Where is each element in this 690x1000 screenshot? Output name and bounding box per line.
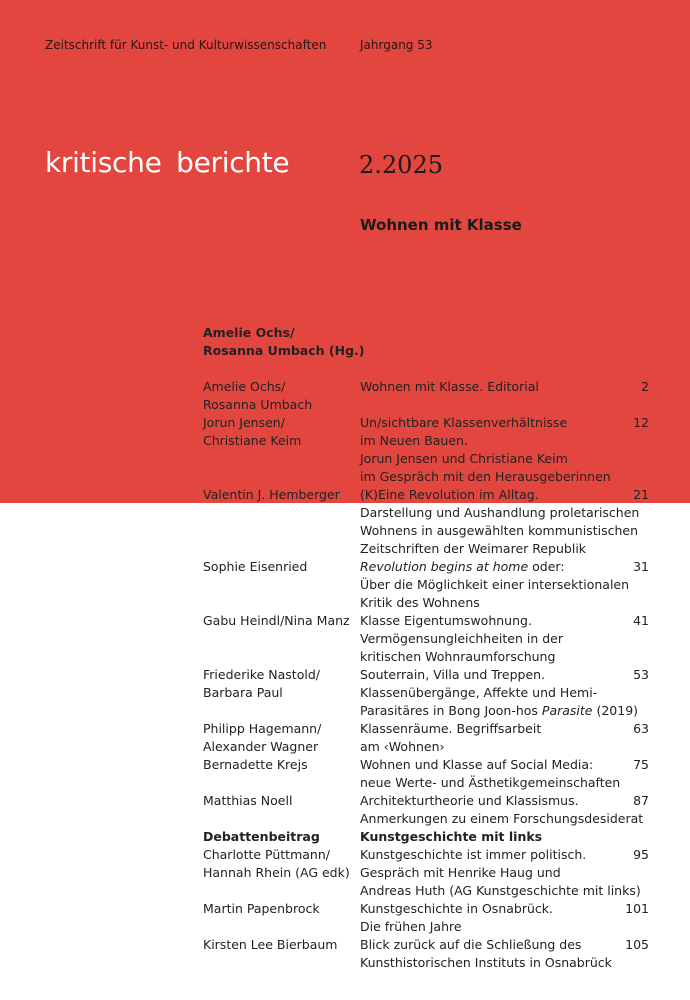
- toc-title: neue Werte- und Ästhetikgemeinschaften: [360, 775, 621, 790]
- toc-page: 21: [633, 487, 649, 502]
- toc-title: Zeitschriften der Weimarer Republik: [360, 541, 587, 556]
- toc-page: 2: [641, 379, 649, 394]
- toc-author: Alexander Wagner: [203, 739, 319, 754]
- toc-author: Christiane Keim: [203, 433, 302, 448]
- toc-author: Jorun Jensen/: [203, 415, 285, 430]
- toc-title-post: (2019): [592, 703, 639, 718]
- toc-page: 101: [625, 901, 649, 916]
- issue-theme: Wohnen mit Klasse: [360, 216, 522, 234]
- toc-title: am ‹Wohnen›: [360, 739, 445, 754]
- toc-title: im Neuen Bauen.: [360, 433, 468, 448]
- toc-title: (K)Eine Revolution im Alltag.: [360, 487, 539, 502]
- toc-title-rest: oder:: [528, 559, 565, 574]
- toc-title: kritischen Wohnraumforschung: [360, 649, 556, 664]
- toc-author: Hannah Rhein (AG edk): [203, 865, 350, 880]
- journal-subtitle: Zeitschrift für Kunst- und Kulturwissenschaften: [45, 38, 327, 52]
- toc-title: Kunsthistorischen Instituts in Osnabrück: [360, 955, 612, 970]
- toc-author: Philipp Hagemann/: [203, 721, 322, 736]
- toc-author: Matthias Noell: [203, 793, 293, 808]
- toc-author: Friederike Nastold/: [203, 667, 320, 682]
- section-label: Debattenbeitrag: [203, 829, 320, 844]
- toc-title: Kunstgeschichte in Osnabrück.: [360, 901, 553, 916]
- toc-title: Vermögensungleichheiten in der: [360, 631, 563, 646]
- toc-page: 12: [633, 415, 649, 430]
- toc-title: Jorun Jensen und Christiane Keim: [360, 451, 568, 466]
- toc-title-italic: Parasite: [541, 703, 593, 718]
- toc-title: Architekturtheorie und Klassismus.: [360, 793, 579, 808]
- toc-title: Wohnen mit Klasse. Editorial: [360, 379, 539, 394]
- toc-title-italic: Revolution begins at home: [360, 559, 529, 574]
- toc-title: Gespräch mit Henrike Haug und: [360, 865, 561, 880]
- toc-title: Andreas Huth (AG Kunstgeschichte mit links): [360, 883, 641, 898]
- toc-title-pre: Parasitäres in Bong Joon-hos: [360, 703, 542, 718]
- toc-page: 75: [633, 757, 649, 772]
- toc-page: 95: [633, 847, 649, 862]
- toc-title: Kritik des Wohnens: [360, 595, 480, 610]
- toc-title: Wohnen und Klasse auf Social Media:: [360, 757, 594, 772]
- toc-title: Blick zurück auf die Schließung des: [360, 937, 582, 952]
- toc-page: 63: [633, 721, 649, 736]
- toc-title: Wohnens in ausgewählten kommunistischen: [360, 523, 638, 538]
- toc-title: im Gespräch mit den Herausgeberinnen: [360, 469, 611, 484]
- toc-page: 31: [633, 559, 649, 574]
- toc-title: Über die Möglichkeit einer intersektionalen: [360, 577, 630, 592]
- toc-author: Sophie Eisenried: [203, 559, 308, 574]
- toc-title: Klassenübergänge, Affekte und Hemi-: [360, 685, 598, 700]
- toc-title: [360, 702, 638, 720]
- toc-page: 105: [625, 937, 649, 952]
- section-title: Kunstgeschichte mit links: [360, 829, 543, 844]
- toc-title: Un/sichtbare Klassenverhältnisse: [360, 415, 568, 430]
- toc-author: Kirsten Lee Bierbaum: [203, 937, 338, 952]
- toc-author: Barbara Paul: [203, 685, 283, 700]
- toc-title: Klassenräume. Begriffsarbeit: [360, 721, 542, 736]
- editors-line-2: Rosanna Umbach (Hg.): [203, 343, 365, 358]
- toc-page: 87: [633, 793, 649, 808]
- toc-title: Souterrain, Villa und Treppen.: [360, 667, 546, 682]
- toc-author: Martin Papenbrock: [203, 901, 320, 916]
- toc-title: Klasse Eigentumswohnung.: [360, 613, 532, 628]
- editors-line-1: Amelie Ochs/: [203, 325, 295, 340]
- toc-author: Bernadette Krejs: [203, 757, 308, 772]
- toc-author: Amelie Ochs/: [203, 379, 286, 394]
- toc-title: Anmerkungen zu einem Forschungsdesiderat: [360, 811, 644, 826]
- toc-author: Rosanna Umbach: [203, 397, 313, 412]
- toc-author: Charlotte Püttmann/: [203, 847, 330, 862]
- issue-number: 2.2025: [359, 151, 443, 179]
- volume-label: Jahrgang 53: [360, 38, 433, 52]
- toc-title: Die frühen Jahre: [360, 919, 462, 934]
- toc-author: Valentin J. Hemberger: [203, 487, 340, 502]
- toc-page: 53: [633, 667, 649, 682]
- journal-title: kritische berichte: [45, 146, 290, 179]
- toc-author: Gabu Heindl/Nina Manz: [203, 613, 350, 628]
- toc-title: Kunstgeschichte ist immer politisch.: [360, 847, 587, 862]
- toc-page: 41: [633, 613, 649, 628]
- toc-title: Darstellung und Aushandlung proletarischen: [360, 505, 640, 520]
- toc-title: [360, 558, 565, 576]
